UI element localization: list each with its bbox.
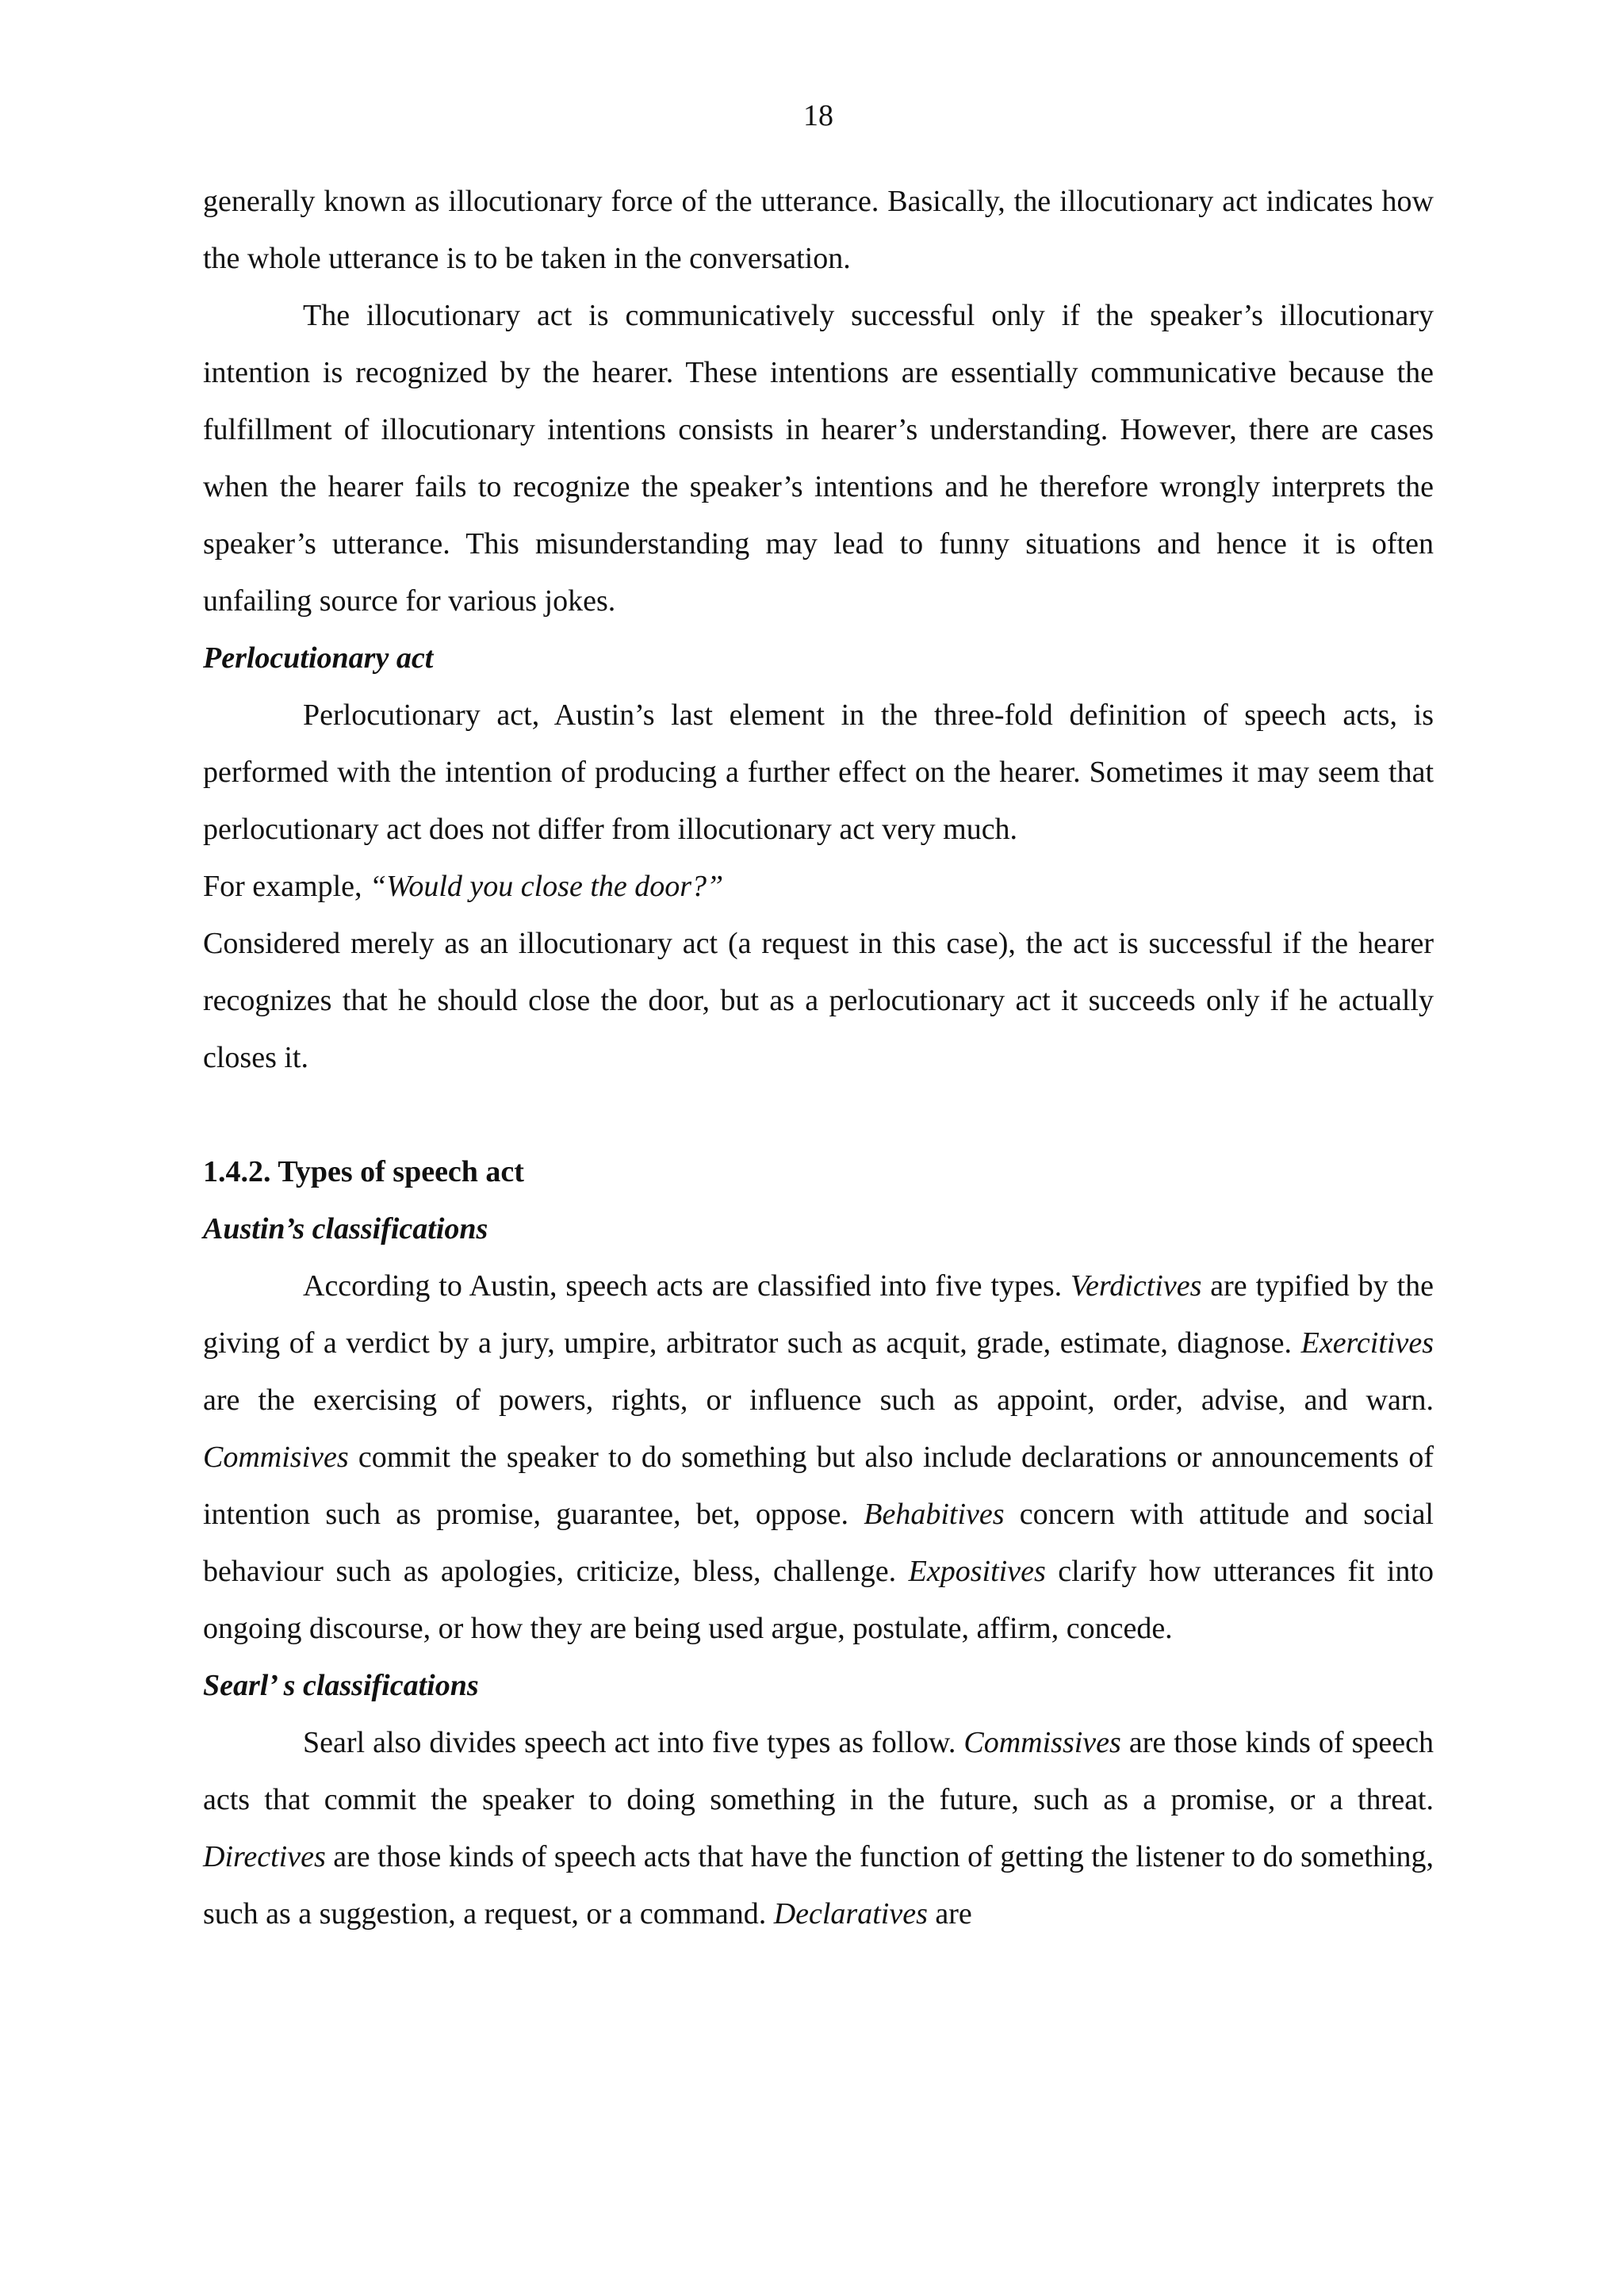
paragraph-illocutionary-force: generally known as illocutionary force of the utterance. Basically, the illocutionary act indicates how the whole utterance is to be taken in the conversation. (203, 185, 1434, 275)
subheading-searl-classifications: Searl’ s classifications (203, 1669, 479, 1702)
subheading-austin-classifications: Austin’s classifications (203, 1212, 488, 1246)
austin-text-5: concern with attitude and social behaviour such as apologies, criticize, bless, challenge. (203, 1498, 1434, 1588)
searl-text-2: are those kinds of speech acts that commit the speaker to doing something in the future, such as a promise, or a threat. (203, 1726, 1434, 1816)
section-heading-types-of-speech-act: 1.4.2. Types of speech act (203, 1155, 524, 1188)
austin-text-4: commit the speaker to do something but also include declarations or announcements of intention such as promise, guarantee, bet, oppose. (203, 1441, 1434, 1531)
term-verdictives: Verdictives (1071, 1269, 1202, 1303)
term-expositives: Expositives (908, 1555, 1046, 1588)
searl-text-1: Searl also divides speech act into five types as follow. (303, 1726, 964, 1759)
paragraph-searl-classifications (203, 1714, 1434, 1942)
term-directives: Directives (203, 1840, 326, 1873)
paragraph-perlocutionary-act: Perlocutionary act, Austin’s last element in the three-fold definition of speech acts, is performed with the intention of producing a further effect on the hearer. Sometimes it may seem that perlocutionary act does not differ from illocutionary act very much. (203, 698, 1434, 846)
page-number: 18 (803, 99, 833, 132)
austin-text-3: are the exercising of powers, rights, or influence such as appoint, order, advise, and warn. (203, 1383, 1434, 1417)
term-behabitives: Behabitives (864, 1498, 1005, 1531)
paragraph-illocutionary-success: The illocutionary act is communicatively successful only if the speaker’s illocutionary intention is recognized by the hearer. These intentions are essentially communicative because the fulfillment of illocutionary intentions consists in hearer’s understanding. However, there are cases when the hearer fails to recognize the speaker’s intentions and he therefore wrongly interprets the speaker’s utterance. This misunderstanding may lead to funny situations and hence it is often unfailing source for various jokes. (203, 299, 1434, 618)
term-commisives: Commisives (203, 1441, 349, 1474)
paragraph-austin-classifications (203, 1257, 1434, 1657)
example-line (203, 858, 1434, 915)
example-quote: “Would you close the door?” (370, 870, 724, 903)
subheading-perlocutionary-act: Perlocutionary act (203, 641, 434, 675)
section-spacer (203, 1086, 1434, 1143)
austin-text-6: clarify how utterances fit into ongoing discourse, or how they are being used argue, postulate, affirm, concede. (203, 1555, 1434, 1645)
example-lead: For example, (203, 870, 370, 903)
searl-text-3: are those kinds of speech acts that have the function of getting the listener to do something, such as a suggestion, a request, or a command. (203, 1840, 1434, 1931)
term-declaratives: Declaratives (773, 1897, 928, 1931)
term-exercitives: Exercitives (1300, 1326, 1434, 1360)
body-text (203, 173, 1434, 1942)
term-commissives: Commissives (963, 1726, 1121, 1759)
austin-text-2: are typified by the giving of a verdict by a jury, umpire, arbitrator such as acquit, grade, estimate, diagnose. (203, 1269, 1434, 1360)
austin-text-1: According to Austin, speech acts are classified into five types. (303, 1269, 1071, 1303)
paragraph-example-explanation: Considered merely as an illocutionary act (a request in this case), the act is successful if the hearer recognizes that he should close the door, but as a perlocutionary act it succeeds only if he actually closes it. (203, 927, 1434, 1074)
searl-text-4: are (927, 1897, 972, 1931)
